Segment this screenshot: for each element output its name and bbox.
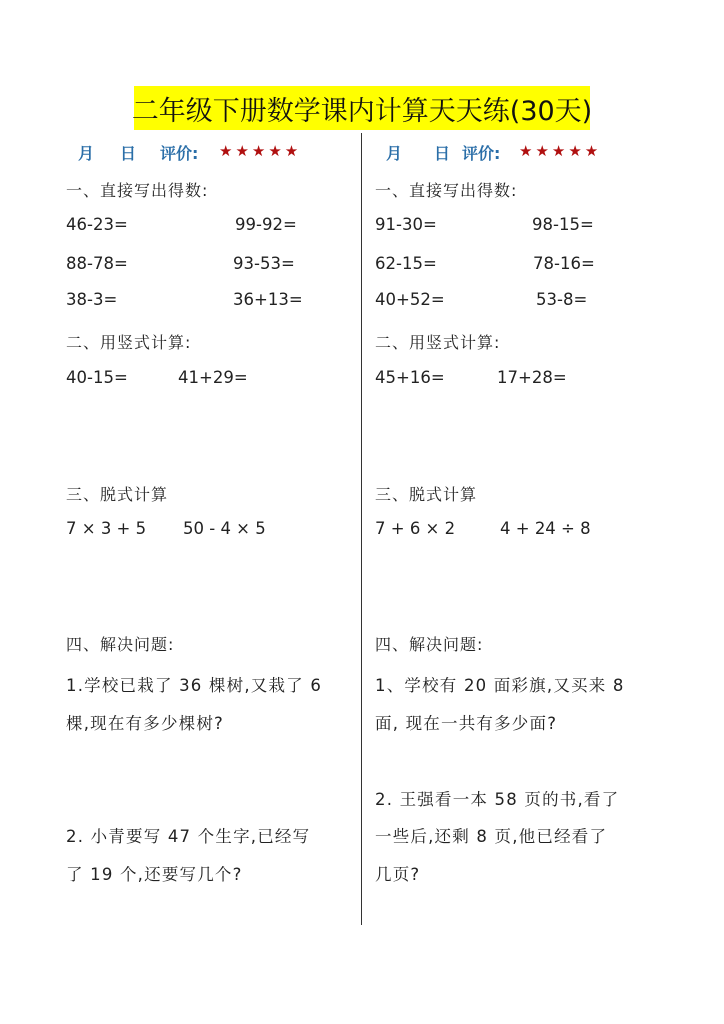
title-banner (131, 86, 593, 130)
left-sec2-item: 41+29= (178, 368, 248, 387)
right-sec1-item: 91-30= (375, 215, 437, 234)
left-sec1-item: 46-23= (66, 215, 128, 234)
page-title: 二年级下册数学课内计算天天练(30天) (131, 95, 593, 127)
left-sec1-item: 38-3= (66, 290, 118, 309)
left-sec3-item: 7 × 3 + 5 (66, 519, 147, 538)
left-sec1-item: 99-92= (235, 215, 297, 234)
right-problem2-line: 一些后,还剩 8 页,他已经看了 (375, 827, 608, 846)
left-problem1-line: 棵,现在有多少棵树? (66, 714, 225, 733)
right-rating-stars: ★★★★★ (519, 142, 602, 160)
right-problem2-line: 2. 王强看一本 58 页的书,看了 (375, 790, 620, 809)
left-sec1-item: 93-53= (233, 254, 295, 273)
right-problem1-line: 1、学校有 20 面彩旗,又买来 8 (375, 676, 625, 695)
right-date-month: 月 (386, 144, 403, 163)
left-sec1-item: 88-78= (66, 254, 128, 273)
right-problem2-line: 几页? (375, 865, 421, 884)
left-sec3-item: 50 - 4 × 5 (183, 519, 266, 538)
left-date-month: 月 (78, 144, 95, 163)
right-sec1-item: 78-16= (533, 254, 595, 273)
right-section3-heading: 三、脱式计算 (375, 485, 478, 504)
right-sec1-item: 53-8= (536, 290, 588, 309)
left-section4-heading: 四、解决问题: (66, 635, 175, 654)
right-sec3-item: 4 + 24 ÷ 8 (500, 519, 591, 538)
left-sec2-item: 40-15= (66, 368, 128, 387)
right-problem1-line: 面, 现在一共有多少面? (375, 714, 558, 733)
left-section2-heading: 二、用竖式计算: (66, 333, 192, 352)
column-divider (361, 133, 362, 925)
right-sec3-item: 7 + 6 × 2 (375, 519, 456, 538)
left-rating-stars: ★★★★★ (219, 142, 302, 160)
left-date-day: 日 (120, 144, 137, 163)
right-sec1-item: 40+52= (375, 290, 445, 309)
right-sec2-item: 45+16= (375, 368, 445, 387)
left-problem1-line: 1.学校已栽了 36 棵树,又栽了 6 (66, 676, 323, 695)
right-section4-heading: 四、解决问题: (375, 635, 484, 654)
right-section2-heading: 二、用竖式计算: (375, 333, 501, 352)
right-rating-label: 评价: (462, 144, 501, 163)
right-section1-heading: 一、直接写出得数: (375, 181, 518, 200)
left-section1-heading: 一、直接写出得数: (66, 181, 209, 200)
right-sec2-item: 17+28= (497, 368, 567, 387)
left-section3-heading: 三、脱式计算 (66, 485, 169, 504)
right-date-day: 日 (434, 144, 451, 163)
left-sec1-item: 36+13= (233, 290, 303, 309)
left-problem2-line: 了 19 个,还要写几个? (66, 865, 243, 884)
left-rating-label: 评价: (160, 144, 199, 163)
right-sec1-item: 98-15= (532, 215, 594, 234)
right-sec1-item: 62-15= (375, 254, 437, 273)
left-problem2-line: 2. 小青要写 47 个生字,已经写 (66, 827, 311, 846)
